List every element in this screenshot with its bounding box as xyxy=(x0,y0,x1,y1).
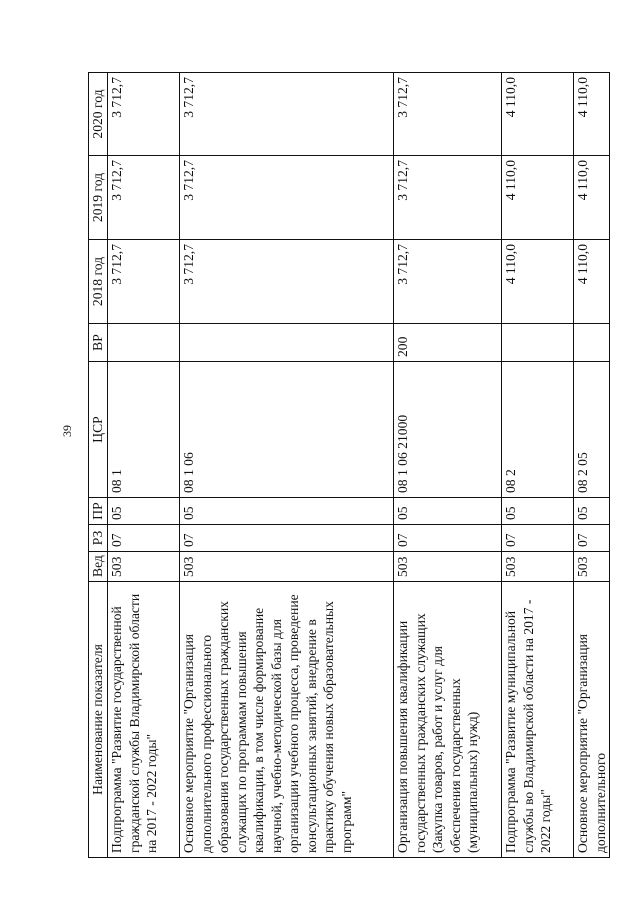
cell-rz: 07 xyxy=(108,525,180,552)
cell-2018: 4 110,0 xyxy=(502,240,574,324)
header-2018: 2018 год xyxy=(89,240,108,324)
cell-ved: 503 xyxy=(502,552,574,582)
cell-name: Организация повышения квалификации государственных гражданских служащих (Закупка товаров, работ и услуг для обеспечения государственных (муниципальных) нужд) xyxy=(394,582,502,858)
cell-rz: 07 xyxy=(394,525,502,552)
cell-vr: 200 xyxy=(394,324,502,362)
cell-ved: 503 xyxy=(180,552,394,582)
header-2020: 2020 год xyxy=(89,73,108,156)
cell-2020: 4 110,0 xyxy=(574,73,610,156)
header-name: Наименование показателя xyxy=(89,582,108,858)
table-row xyxy=(180,73,394,858)
header-rz: РЗ xyxy=(89,525,108,552)
cell-rz: 07 xyxy=(180,525,394,552)
cell-ved: 503 xyxy=(108,552,180,582)
table-row xyxy=(394,73,502,858)
cell-ved: 503 xyxy=(574,552,610,582)
cell-2020: 3 712,7 xyxy=(394,73,502,156)
cell-name: Основное мероприятие "Организация дополнительного профессионального образования государственных гражданских служащих по программам повышения квалификации, в том числе формирование научной, учебно-методической базы для организации учебного процесса, проведение консультационных занятий, внедрение в практику обучения новых образовательных программ" xyxy=(180,582,394,858)
table-header-row xyxy=(89,73,108,858)
cell-2020: 4 110,0 xyxy=(502,73,574,156)
cell-rz: 07 xyxy=(502,525,574,552)
cell-csr: 08 1 06 21000 xyxy=(394,362,502,498)
cell-ved: 503 xyxy=(394,552,502,582)
cell-2019: 3 712,7 xyxy=(180,156,394,240)
cell-2018: 4 110,0 xyxy=(574,240,610,324)
cell-name: Подпрограмма "Развитие муниципальной службы во Владимирской области на 2017 - 2022 годы" xyxy=(502,582,574,858)
cell-2020: 3 712,7 xyxy=(108,73,180,156)
table-row xyxy=(502,73,574,858)
header-csr: ЦСР xyxy=(89,362,108,498)
cell-2019: 3 712,7 xyxy=(108,156,180,240)
cell-name: Основное мероприятие "Организация дополнительного xyxy=(574,582,610,858)
header-pr: ПР xyxy=(89,498,108,525)
cell-2020: 3 712,7 xyxy=(180,73,394,156)
rotated-table-container xyxy=(88,73,608,858)
cell-pr: 05 xyxy=(108,498,180,525)
cell-vr xyxy=(502,324,574,362)
cell-name: Подпрограмма "Развитие государственной гражданской службы Владимирской области на 2017 - 2022 годы" xyxy=(108,582,180,858)
cell-2019: 3 712,7 xyxy=(394,156,502,240)
cell-vr xyxy=(180,324,394,362)
cell-vr xyxy=(574,324,610,362)
cell-2019: 4 110,0 xyxy=(502,156,574,240)
cell-rz: 07 xyxy=(574,525,610,552)
header-vr: ВР xyxy=(89,324,108,362)
cell-2019: 4 110,0 xyxy=(574,156,610,240)
cell-2018: 3 712,7 xyxy=(108,240,180,324)
cell-csr: 08 2 xyxy=(502,362,574,498)
page-number: 39 xyxy=(60,425,74,437)
cell-csr: 08 2 05 xyxy=(574,362,610,498)
header-ved: Вед xyxy=(89,552,108,582)
cell-2018: 3 712,7 xyxy=(394,240,502,324)
cell-pr: 05 xyxy=(394,498,502,525)
cell-csr: 08 1 xyxy=(108,362,180,498)
cell-pr: 05 xyxy=(502,498,574,525)
table-row xyxy=(574,73,610,858)
table-row xyxy=(108,73,180,858)
cell-vr xyxy=(108,324,180,362)
budget-table xyxy=(88,72,610,858)
cell-2018: 3 712,7 xyxy=(180,240,394,324)
cell-pr: 05 xyxy=(180,498,394,525)
header-2019: 2019 год xyxy=(89,156,108,240)
cell-csr: 08 1 06 xyxy=(180,362,394,498)
cell-pr: 05 xyxy=(574,498,610,525)
